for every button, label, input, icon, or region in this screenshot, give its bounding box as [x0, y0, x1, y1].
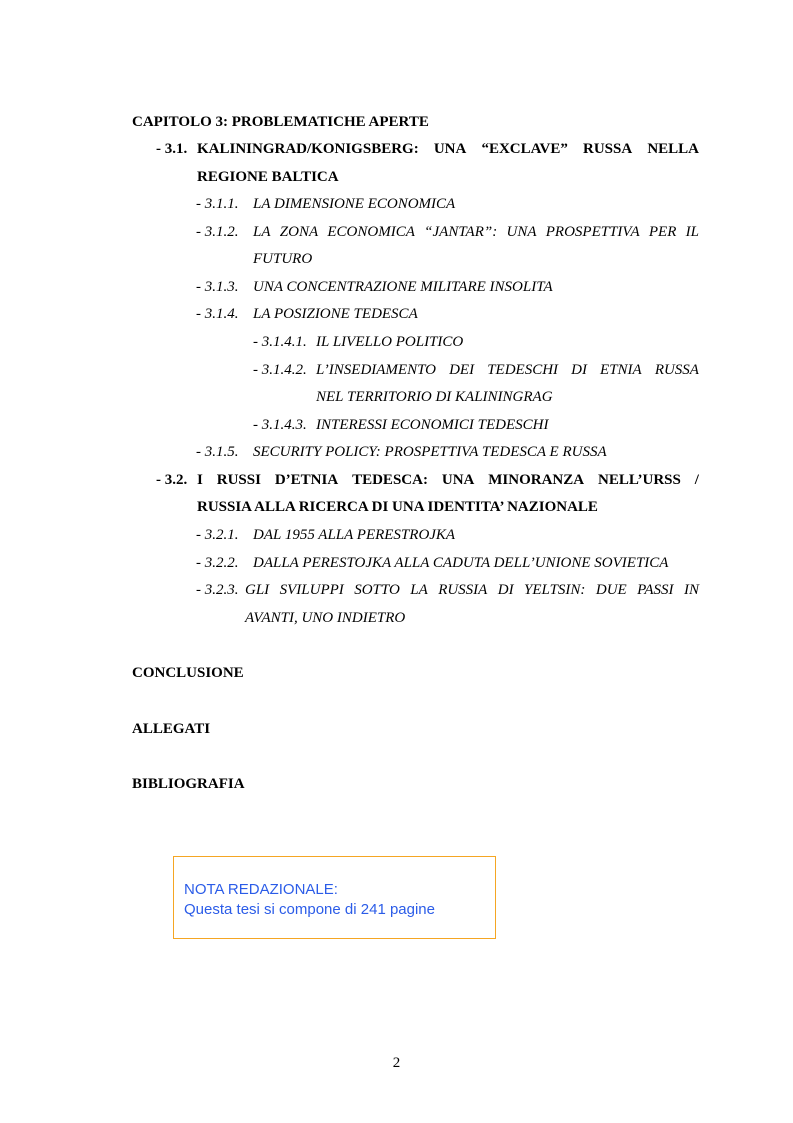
section-title-line: KALININGRAD/KONIGSBERG: UNA “EXCLAVE” RUSSA NELLA	[197, 141, 699, 157]
subsection-title-line: GLI SVILUPPI SOTTO LA RUSSIA DI YELTSIN: DUE PASSI IN	[245, 582, 699, 598]
page-number: 2	[392, 1055, 401, 1071]
section-title-line: RUSSIA ALLA RICERCA DI UNA IDENTITA’ NAZIONALE	[197, 499, 598, 515]
subsection-title: UNA CONCENTRAZIONE MILITARE INSOLITA	[253, 279, 553, 295]
subsubsection-number: - 3.1.4.3.	[253, 417, 307, 433]
subsection-number: - 3.2.3.	[196, 582, 239, 598]
subsubsection-number: - 3.1.4.1.	[253, 334, 307, 350]
subsubsection-title-line: NEL TERRITORIO DI KALININGRAG	[316, 389, 553, 405]
subsection-number: - 3.2.1.	[196, 527, 239, 543]
editorial-note-box	[173, 856, 496, 939]
section-number: - 3.2.	[156, 472, 188, 488]
subsubsection-title: INTERESSI ECONOMICI TEDESCHI	[316, 417, 549, 433]
section-number: - 3.1.	[156, 141, 188, 157]
subsection-number: - 3.2.2.	[196, 555, 239, 571]
subsection-title-line: AVANTI, UNO INDIETRO	[245, 610, 406, 626]
back-matter-allegati: ALLEGATI	[132, 721, 211, 737]
section-title-line: I RUSSI D’ETNIA TEDESCA: UNA MINORANZA NELL’URSS /	[197, 472, 699, 488]
subsubsection-number: - 3.1.4.2.	[253, 362, 307, 378]
subsection-title: DAL 1955 ALLA PERESTROJKA	[253, 527, 456, 543]
subsection-title: DALLA PERESTOJKA ALLA CADUTA DELL’UNIONE SOVIETICA	[253, 555, 669, 571]
subsection-title: SECURITY POLICY: PROSPETTIVA TEDESCA E RUSSA	[253, 444, 607, 460]
subsection-number: - 3.1.2.	[196, 224, 239, 240]
subsection-title: LA POSIZIONE TEDESCA	[253, 306, 418, 322]
subsection-title-line: FUTURO	[253, 251, 313, 267]
section-title-line: REGIONE BALTICA	[197, 169, 339, 185]
editorial-note-heading: NOTA REDAZIONALE:	[184, 881, 338, 898]
subsection-number: - 3.1.3.	[196, 279, 239, 295]
back-matter-conclusione: CONCLUSIONE	[132, 665, 244, 681]
editorial-note-text: Questa tesi si compone di 241 pagine	[184, 901, 435, 918]
subsection-number: - 3.1.5.	[196, 444, 239, 460]
subsection-number: - 3.1.4.	[196, 306, 239, 322]
subsection-number: - 3.1.1.	[196, 196, 239, 212]
subsubsection-title-line: L’INSEDIAMENTO DEI TEDESCHI DI ETNIA RUSSA	[316, 362, 699, 378]
subsubsection-title: IL LIVELLO POLITICO	[316, 334, 464, 350]
subsection-title-line: LA ZONA ECONOMICA “JANTAR”: UNA PROSPETTIVA PER IL	[253, 224, 699, 240]
back-matter-bibliografia: BIBLIOGRAFIA	[132, 776, 245, 792]
chapter-title: CAPITOLO 3: PROBLEMATICHE APERTE	[132, 114, 429, 130]
subsection-title: LA DIMENSIONE ECONOMICA	[253, 196, 456, 212]
